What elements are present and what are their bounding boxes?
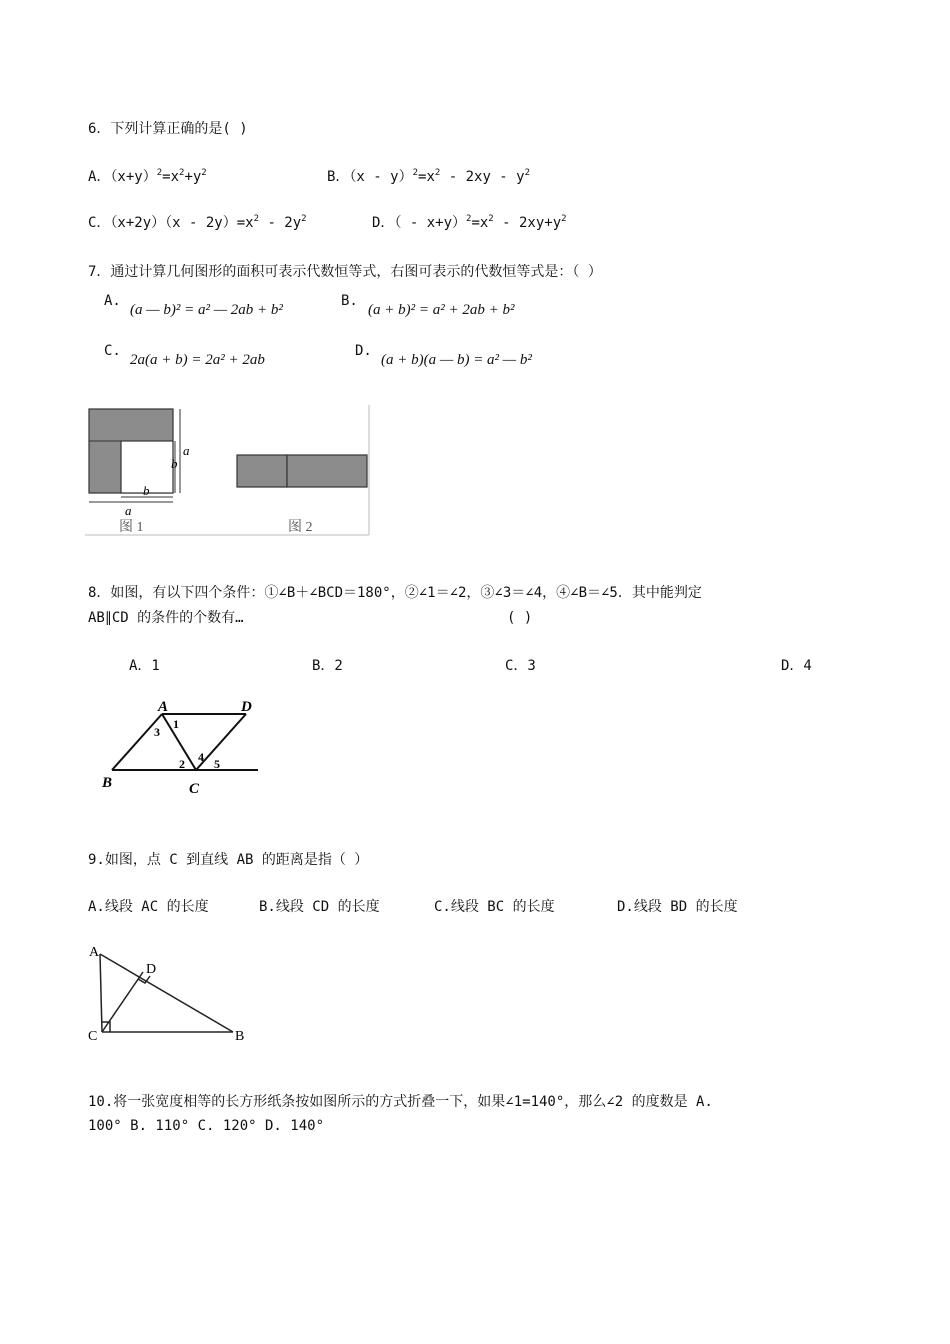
label-a-bottom: a	[125, 503, 132, 518]
q8-stem-line2: AB∥CD 的条件的个数有…	[88, 610, 244, 626]
label-A: A	[89, 945, 100, 960]
q9-figure	[85, 940, 255, 1050]
label-a-side: a	[183, 443, 190, 458]
q8-stem-line1: 8．如图，有以下四个条件：①∠B＋∠BCD＝180°，②∠1＝∠2，③∠3＝∠4，④∠B＝∠5．其中能判定	[88, 585, 702, 601]
angle-5: 5	[214, 757, 220, 771]
q8-figure	[98, 695, 268, 800]
rect-right	[287, 455, 367, 487]
label-C: C	[189, 781, 200, 797]
q9-option-c: C.线段 BC 的长度	[434, 899, 555, 915]
q7-option-d-formula: (a + b)(a — b) = a² — b²	[381, 352, 532, 368]
label-D: D	[241, 699, 252, 715]
q7-stem: 7．通过计算几何图形的面积可表示代数恒等式，右图可表示的代数恒等式是：（ ）	[88, 264, 602, 280]
caption-fig2: 图 2	[288, 520, 313, 535]
angle-3: 3	[154, 725, 160, 739]
q7-option-d-label: D.	[355, 343, 372, 359]
segment-cd	[102, 972, 143, 1032]
q6-option-c: C．$(x+2y)(x - 2y)=x^2 - 2y^2$	[88, 214, 307, 231]
segment-ac	[100, 954, 102, 1032]
q9-stem: 9.如图，点 C 到直线 AB 的距离是指（ ）	[88, 852, 369, 868]
q9-option-b: B.线段 CD 的长度	[259, 899, 380, 915]
q10-line2: 100° B. 110° C. 120° D. 140°	[88, 1118, 325, 1134]
label-B: B	[102, 775, 113, 791]
q7-option-b-formula: (a + b)² = a² + 2ab + b²	[368, 302, 515, 318]
q8-option-d: D．4	[781, 658, 812, 674]
label-B: B	[235, 1029, 245, 1044]
q6-stem: 6．下列计算正确的是( )	[88, 121, 248, 137]
angle-1: 1	[173, 717, 179, 731]
rect-left	[237, 455, 287, 487]
q8-option-a: A．1	[129, 658, 160, 674]
q8-option-b: B．2	[312, 658, 343, 674]
angle-2: 2	[179, 757, 185, 771]
q7-option-c-formula: 2a(a + b) = 2a² + 2ab	[130, 352, 265, 368]
q7-figure	[85, 405, 375, 540]
q7-option-a-label: A.	[104, 293, 121, 309]
q9-option-d: D.线段 BD 的长度	[617, 899, 738, 915]
q8-bracket: ( )	[507, 610, 533, 626]
label-C: C	[88, 1029, 98, 1044]
q7-option-b-label: B.	[341, 293, 358, 309]
label-b-side: b	[171, 456, 178, 471]
q6-option-b: B．$(x - y)^2=x^2 - 2xy - y^2$	[327, 168, 531, 185]
q7-option-c-label: C.	[104, 343, 121, 359]
q7-option-a-formula: (a — b)² = a² — 2ab + b²	[130, 302, 283, 318]
q9-option-a: A.线段 AC 的长度	[88, 899, 209, 915]
angle-4: 4	[198, 750, 204, 764]
q6-option-d: D．（ - $x+y)^2=x^2 - 2xy+y^2$	[372, 214, 567, 231]
segment-ab	[100, 954, 233, 1032]
line-ab	[112, 714, 162, 770]
q8-option-c: C．3	[505, 658, 536, 674]
label-A: A	[158, 699, 169, 715]
q10-line1: 10.将一张宽度相等的长方形纸条按如图所示的方式折叠一下，如果∠1=140°，那么∠2 的度数是 A.	[88, 1094, 713, 1110]
q6-option-a: A．$(x+y)^2=x^2+y^2$	[88, 168, 207, 185]
label-b-bottom: b	[143, 483, 150, 498]
label-D: D	[146, 962, 157, 977]
caption-fig1: 图 1	[119, 520, 144, 535]
